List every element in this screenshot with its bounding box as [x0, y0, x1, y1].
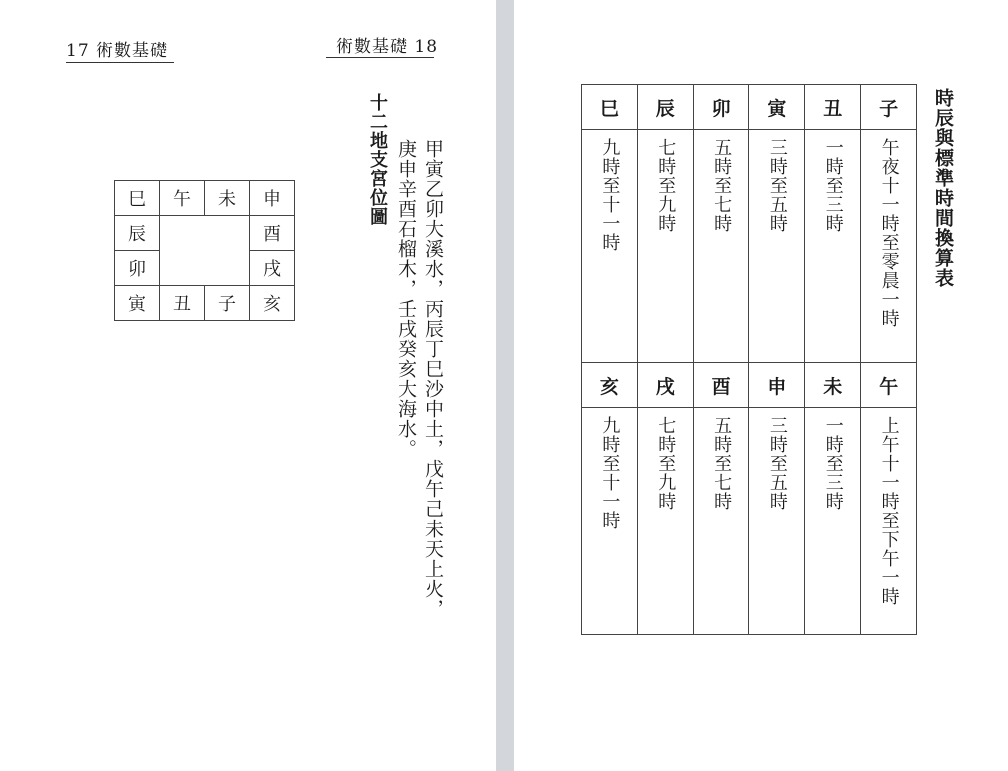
- left-head-rule: [66, 62, 174, 63]
- grid-cell: 子: [205, 286, 250, 321]
- earthly-branch-palace-grid: [114, 180, 295, 321]
- branch-header: 申: [749, 363, 805, 408]
- grid-cell: 午: [160, 181, 205, 216]
- time-cell: [637, 408, 693, 635]
- time-range-text: 九時至十一時: [599, 138, 621, 252]
- time-cell: [805, 408, 861, 635]
- left-running-head: 17 術數基礎: [66, 41, 169, 61]
- time-range-text: 九時至十一時: [599, 416, 621, 530]
- grid-cell: 寅: [115, 286, 160, 321]
- branch-header: 巳: [582, 85, 638, 130]
- time-cell: [582, 408, 638, 635]
- time-cell: [693, 408, 749, 635]
- time-range-text: 午夜十一時至零晨一時: [878, 138, 900, 328]
- time-range-text: 一時至三時: [822, 416, 844, 511]
- branch-header: 辰: [637, 85, 693, 130]
- grid-cell: 亥: [250, 286, 295, 321]
- time-range-text: 三時至五時: [766, 138, 788, 233]
- right-running-head: 術數基礎 18: [336, 37, 439, 57]
- palace-grid-title: 十二地支宮位圖: [367, 93, 388, 226]
- grid-cell: 戌: [250, 251, 295, 286]
- time-range-text: 七時至九時: [655, 138, 677, 233]
- grid-cell: 辰: [115, 216, 160, 251]
- poem-line-1: 甲寅乙卯大溪水，丙辰丁巳沙中土，戊午己未天上火，: [422, 139, 444, 619]
- conversion-table-title: 時辰與標準時間換算表: [932, 88, 954, 288]
- branch-header: 午: [861, 363, 917, 408]
- time-range-text: 一時至三時: [822, 138, 844, 233]
- time-range-text: 七時至九時: [655, 416, 677, 511]
- time-range-text: 五時至七時: [711, 138, 733, 233]
- branch-header: 酉: [693, 363, 749, 408]
- book-gutter: [496, 0, 514, 771]
- branch-header: 亥: [582, 363, 638, 408]
- time-cell: [861, 408, 917, 635]
- time-conversion-table: [581, 84, 917, 635]
- grid-cell: 巳: [115, 181, 160, 216]
- poem-line-2: 庚申辛酉石榴木，壬戌癸亥大海水。: [395, 139, 417, 459]
- grid-cell: 申: [250, 181, 295, 216]
- grid-center-blank: [160, 216, 250, 286]
- right-head-rule: [326, 57, 434, 58]
- time-cell: [805, 130, 861, 363]
- branch-header: 卯: [693, 85, 749, 130]
- branch-header: 寅: [749, 85, 805, 130]
- grid-cell: 丑: [160, 286, 205, 321]
- time-cell: [693, 130, 749, 363]
- grid-cell: 卯: [115, 251, 160, 286]
- time-cell: [637, 130, 693, 363]
- grid-cell: 酉: [250, 216, 295, 251]
- branch-header: 未: [805, 363, 861, 408]
- branch-header: 戌: [637, 363, 693, 408]
- branch-header: 子: [861, 85, 917, 130]
- grid-cell: 未: [205, 181, 250, 216]
- time-cell: [749, 408, 805, 635]
- time-range-text: 上午十一時至下午一時: [878, 416, 900, 606]
- time-cell: [749, 130, 805, 363]
- time-range-text: 三時至五時: [766, 416, 788, 511]
- branch-header: 丑: [805, 85, 861, 130]
- time-cell: [861, 130, 917, 363]
- time-range-text: 五時至七時: [711, 416, 733, 511]
- time-cell: [582, 130, 638, 363]
